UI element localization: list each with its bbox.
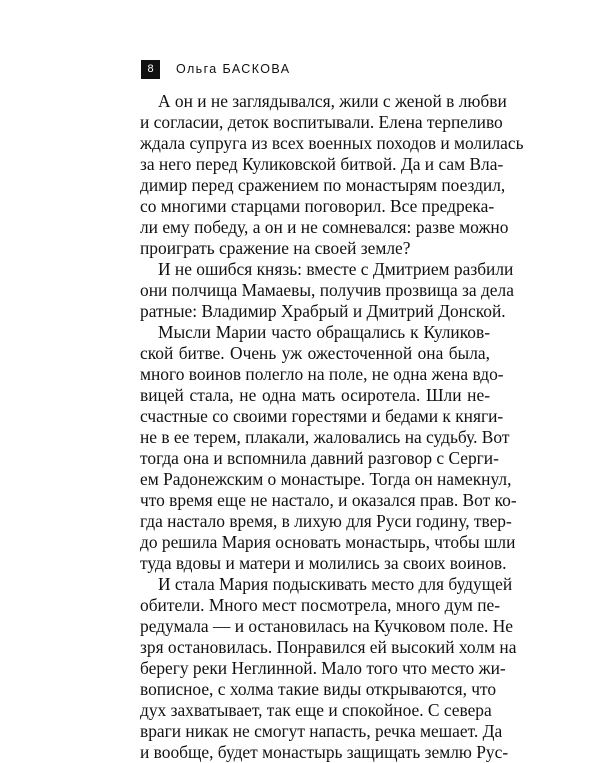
text-line: редумала — и остановилась на Кучковом поле. Не [140, 616, 514, 636]
text-line: берегу реки Неглинной. Мало того что место жи- [140, 658, 506, 678]
text-line: и вообще, будет монастырь защищать землю Рус- [140, 742, 509, 762]
text-line: Мысли Марии часто обращались к Куликов- [158, 322, 490, 342]
text-line: ли ему победу, а он и не сомневался: разве можно [140, 217, 509, 237]
text-line: до решила Мария основать монастырь, чтобы шли [140, 532, 516, 552]
text-line: что время еще не настало, и оказался прав. Вот ко- [140, 490, 517, 510]
text-line: димир перед сражением по монастырям поездил, [140, 175, 506, 195]
text-line: проиграть сражение на своей земле? [140, 238, 411, 258]
text-line: обители. Много мест посмотрела, много дум пе- [140, 595, 501, 615]
body-text [140, 91, 524, 763]
text-line: зря остановилась. Понравился ей высокий холм на [140, 637, 517, 657]
text-line: со многими старцами поговорил. Все предрека- [140, 196, 495, 216]
text-line: вописное, с холма такие виды открываются, что [140, 679, 497, 699]
text-line: туда вдовы и матери и молились за своих воинов. [140, 553, 507, 573]
text-line: ждала супруга из всех военных походов и молилась [140, 133, 524, 153]
text-line: они полчища Мамаевы, получив прозвища за дела [140, 280, 514, 300]
text-line: гда настало время, в лихую для Руси годину, твер- [140, 511, 512, 531]
text-line: ем Радонежским о монастыре. Тогда он намекнул, [140, 469, 512, 489]
text-line: И стала Мария подыскивать место для будущей [158, 574, 513, 594]
text-line: ратные: Владимир Храбрый и Дмитрий Донской. [140, 301, 506, 321]
text-line: А он и не заглядывался, жили с женой в любви [158, 91, 507, 111]
running-head-author: Ольга БАСКОВА [176, 62, 291, 76]
text-line: счастные со своими горестями и бедами к княги- [140, 406, 504, 426]
text-line: враги никак не смогут напасть, речка мешает. Да [140, 721, 503, 741]
text-line: за него перед Куликовской битвой. Да и сам Вла- [140, 154, 504, 174]
text-line: и согласии, деток воспитывали. Елена терпеливо [140, 112, 503, 132]
text-line: ской битве. Очень уж ожесточенной она была, [140, 343, 490, 363]
page-number: 8 [141, 60, 160, 79]
text-line: дух захватывает, так еще и спокойное. С севера [140, 700, 492, 720]
text-line: не в ее терем, плакали, жаловались на судьбу. Вот [140, 427, 510, 447]
text-line: И не ошибся князь: вместе с Дмитрием разбили [158, 259, 514, 279]
text-line: много воинов полегло на поле, не одна жена вдо- [140, 364, 504, 384]
text-line: вицей стала, не одна мать осиротела. Шли не- [140, 385, 490, 405]
text-line: тогда она и вспомнила давний разговор с Серги- [140, 448, 499, 468]
